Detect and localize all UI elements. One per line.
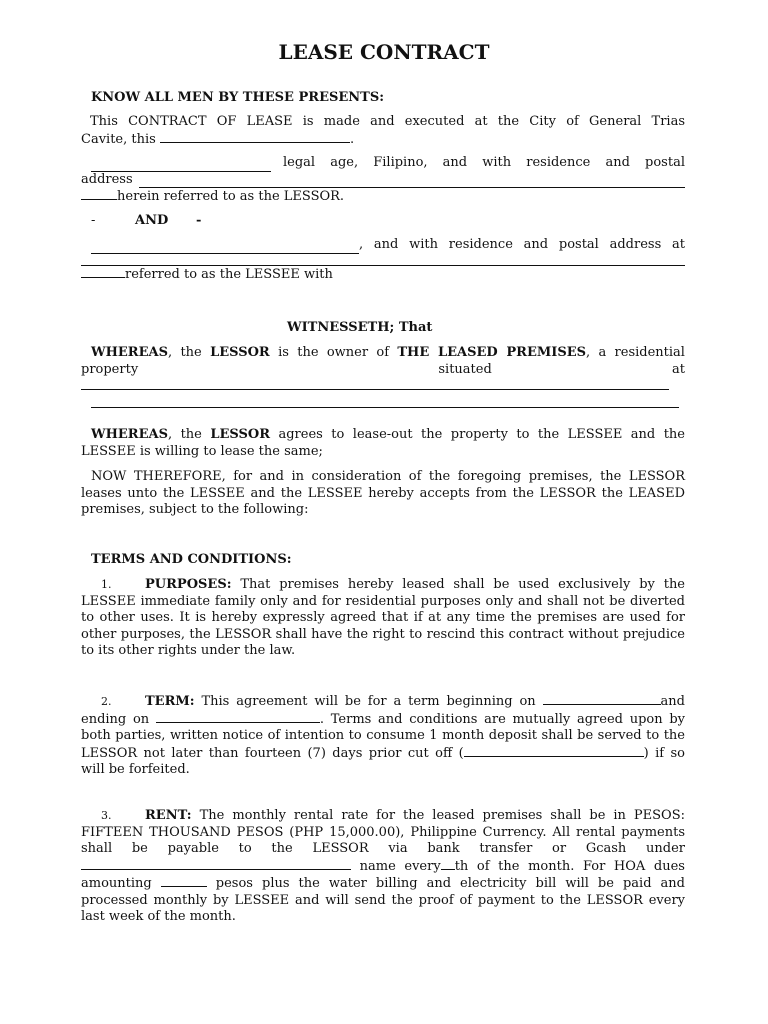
date-blank bbox=[160, 131, 350, 143]
whereas-1-word: WHEREAS bbox=[91, 345, 168, 360]
document-title: LEASE CONTRACT bbox=[278, 40, 490, 64]
whereas-1-at: at bbox=[672, 361, 685, 377]
term-2-text-e: ( bbox=[458, 745, 464, 761]
term-3-number: 3. bbox=[101, 809, 112, 822]
whereas-2-word: WHEREAS bbox=[91, 427, 168, 442]
lessor-line-1: legal age, Filipino, and with residence and postal bbox=[283, 155, 685, 170]
lessor-line-3: herein referred to as the LESSOR. bbox=[117, 189, 345, 204]
term-2-text-a: This agreement will be for a term beginning on bbox=[201, 694, 536, 709]
account-name-blank bbox=[81, 858, 351, 870]
lessee-address-blank-2 bbox=[81, 266, 125, 278]
term-3-text-c: th of the month. For HOA dues amounting bbox=[81, 858, 685, 891]
whereas-1-property: property bbox=[81, 361, 139, 377]
whereas-2-lessor: LESSOR bbox=[210, 427, 271, 442]
term-start-blank bbox=[543, 693, 661, 705]
due-day-blank bbox=[441, 858, 455, 870]
lessor-paragraph bbox=[81, 155, 685, 206]
term-2-text-d: . Terms and conditions are mutually agreed upon by both parties, written notice of intention to consume 1 month deposit shall be served to the LESSOR not later than fourteen (7) days prior cut off bbox=[81, 711, 685, 761]
term-1-text: That premises hereby leased shall be used exclusively by the LESSEE immediate family only and for residential purposes only and shall not be diverted to other uses. It is hereby expressly agreed that if at any time the premises are used for other purposes, the LESSOR shall have the right to rescind this contract without prejudice to its other rights under the law. bbox=[81, 577, 686, 658]
lessee-address-blank bbox=[81, 254, 685, 266]
whereas-2-rest: agrees to lease-out the property to the LESSEE and the LESSEE is willing to lease the same; bbox=[81, 427, 685, 459]
witnesseth-heading: WITNESSETH; That bbox=[287, 320, 433, 335]
term-3-label: RENT: bbox=[145, 808, 192, 823]
term-end-blank bbox=[156, 711, 320, 723]
and-word: AND bbox=[135, 213, 169, 228]
whereas-2-the: , the bbox=[167, 427, 202, 442]
whereas-1-situated: situated bbox=[438, 361, 492, 377]
hoa-amount-blank bbox=[161, 875, 207, 887]
intro-line-2: Cavite, this bbox=[81, 131, 156, 147]
term-2-number: 2. bbox=[101, 695, 112, 708]
and-dash-left: - bbox=[91, 213, 96, 228]
term-1-number: 1. bbox=[101, 578, 112, 591]
property-address-blank-2 bbox=[91, 396, 679, 408]
whereas-2-paragraph bbox=[81, 427, 685, 460]
term-1-paragraph bbox=[81, 577, 685, 660]
lessee-name-blank bbox=[91, 242, 359, 254]
term-2-label: TERM: bbox=[145, 694, 195, 709]
terms-heading: TERMS AND CONDITIONS: bbox=[91, 552, 292, 567]
term-3-text-a: The monthly rental rate for the leased premises shall be in PESOS: FIFTEEN THOUSAND PESOS (PHP 15,000.00), Philippine Currency. All rental payments shall be payable to the LESSOR via bank transfer or Gcash under bbox=[81, 808, 685, 856]
term-2-paragraph bbox=[81, 693, 685, 779]
lessor-address-blank bbox=[139, 176, 685, 188]
term-3-text-d: pesos plus the water billing and electricity bill will be paid and processed monthly by LESSEE and will send the proof of payment to the LESSOR every last week of the month. bbox=[81, 876, 685, 924]
now-therefore-paragraph: NOW THEREFORE, for and in consideration of the foregoing premises, the LESSOR leases unto the LESSEE and the LESSEE hereby accepts from the LESSOR the LEASED premises, subject to the following: bbox=[81, 469, 685, 517]
intro-line-1: This CONTRACT OF LEASE is made and executed at the City of General Trias bbox=[90, 114, 685, 129]
whereas-1-the: , the bbox=[167, 345, 202, 360]
term-2-text-c: ending on bbox=[81, 711, 150, 727]
property-address-blank-1 bbox=[81, 378, 669, 390]
cutoff-blank bbox=[464, 745, 644, 757]
whereas-1-premises: THE LEASED PREMISES bbox=[397, 345, 587, 360]
lessor-address-label: address bbox=[81, 171, 133, 187]
whereas-1-paragraph bbox=[81, 345, 685, 408]
lessee-line-3: referred to as the LESSEE with bbox=[125, 266, 333, 282]
and-dash-right: - bbox=[196, 213, 202, 228]
term-3-text-b: name every bbox=[359, 858, 441, 874]
whereas-1-end: , a residential bbox=[586, 345, 685, 360]
know-all-heading: KNOW ALL MEN BY THESE PRESENTS: bbox=[91, 90, 385, 105]
intro-paragraph: This CONTRACT OF LEASE is made and executed at the City of General Trias Cavite, this . bbox=[81, 114, 685, 147]
term-3-paragraph bbox=[81, 808, 685, 926]
term-2-text-b: and bbox=[660, 694, 685, 709]
lessor-address-blank-2 bbox=[81, 188, 117, 200]
term-1-label: PURPOSES: bbox=[145, 577, 232, 592]
lessor-name-blank bbox=[91, 160, 271, 172]
lessee-line-1: , and with residence and postal address at bbox=[359, 237, 685, 252]
lessee-paragraph bbox=[81, 237, 685, 283]
whereas-1-mid: is the owner of bbox=[278, 345, 390, 360]
whereas-1-lessor: LESSOR bbox=[210, 345, 270, 360]
term-2-text-f: ) if so will be forfeited. bbox=[81, 745, 685, 777]
